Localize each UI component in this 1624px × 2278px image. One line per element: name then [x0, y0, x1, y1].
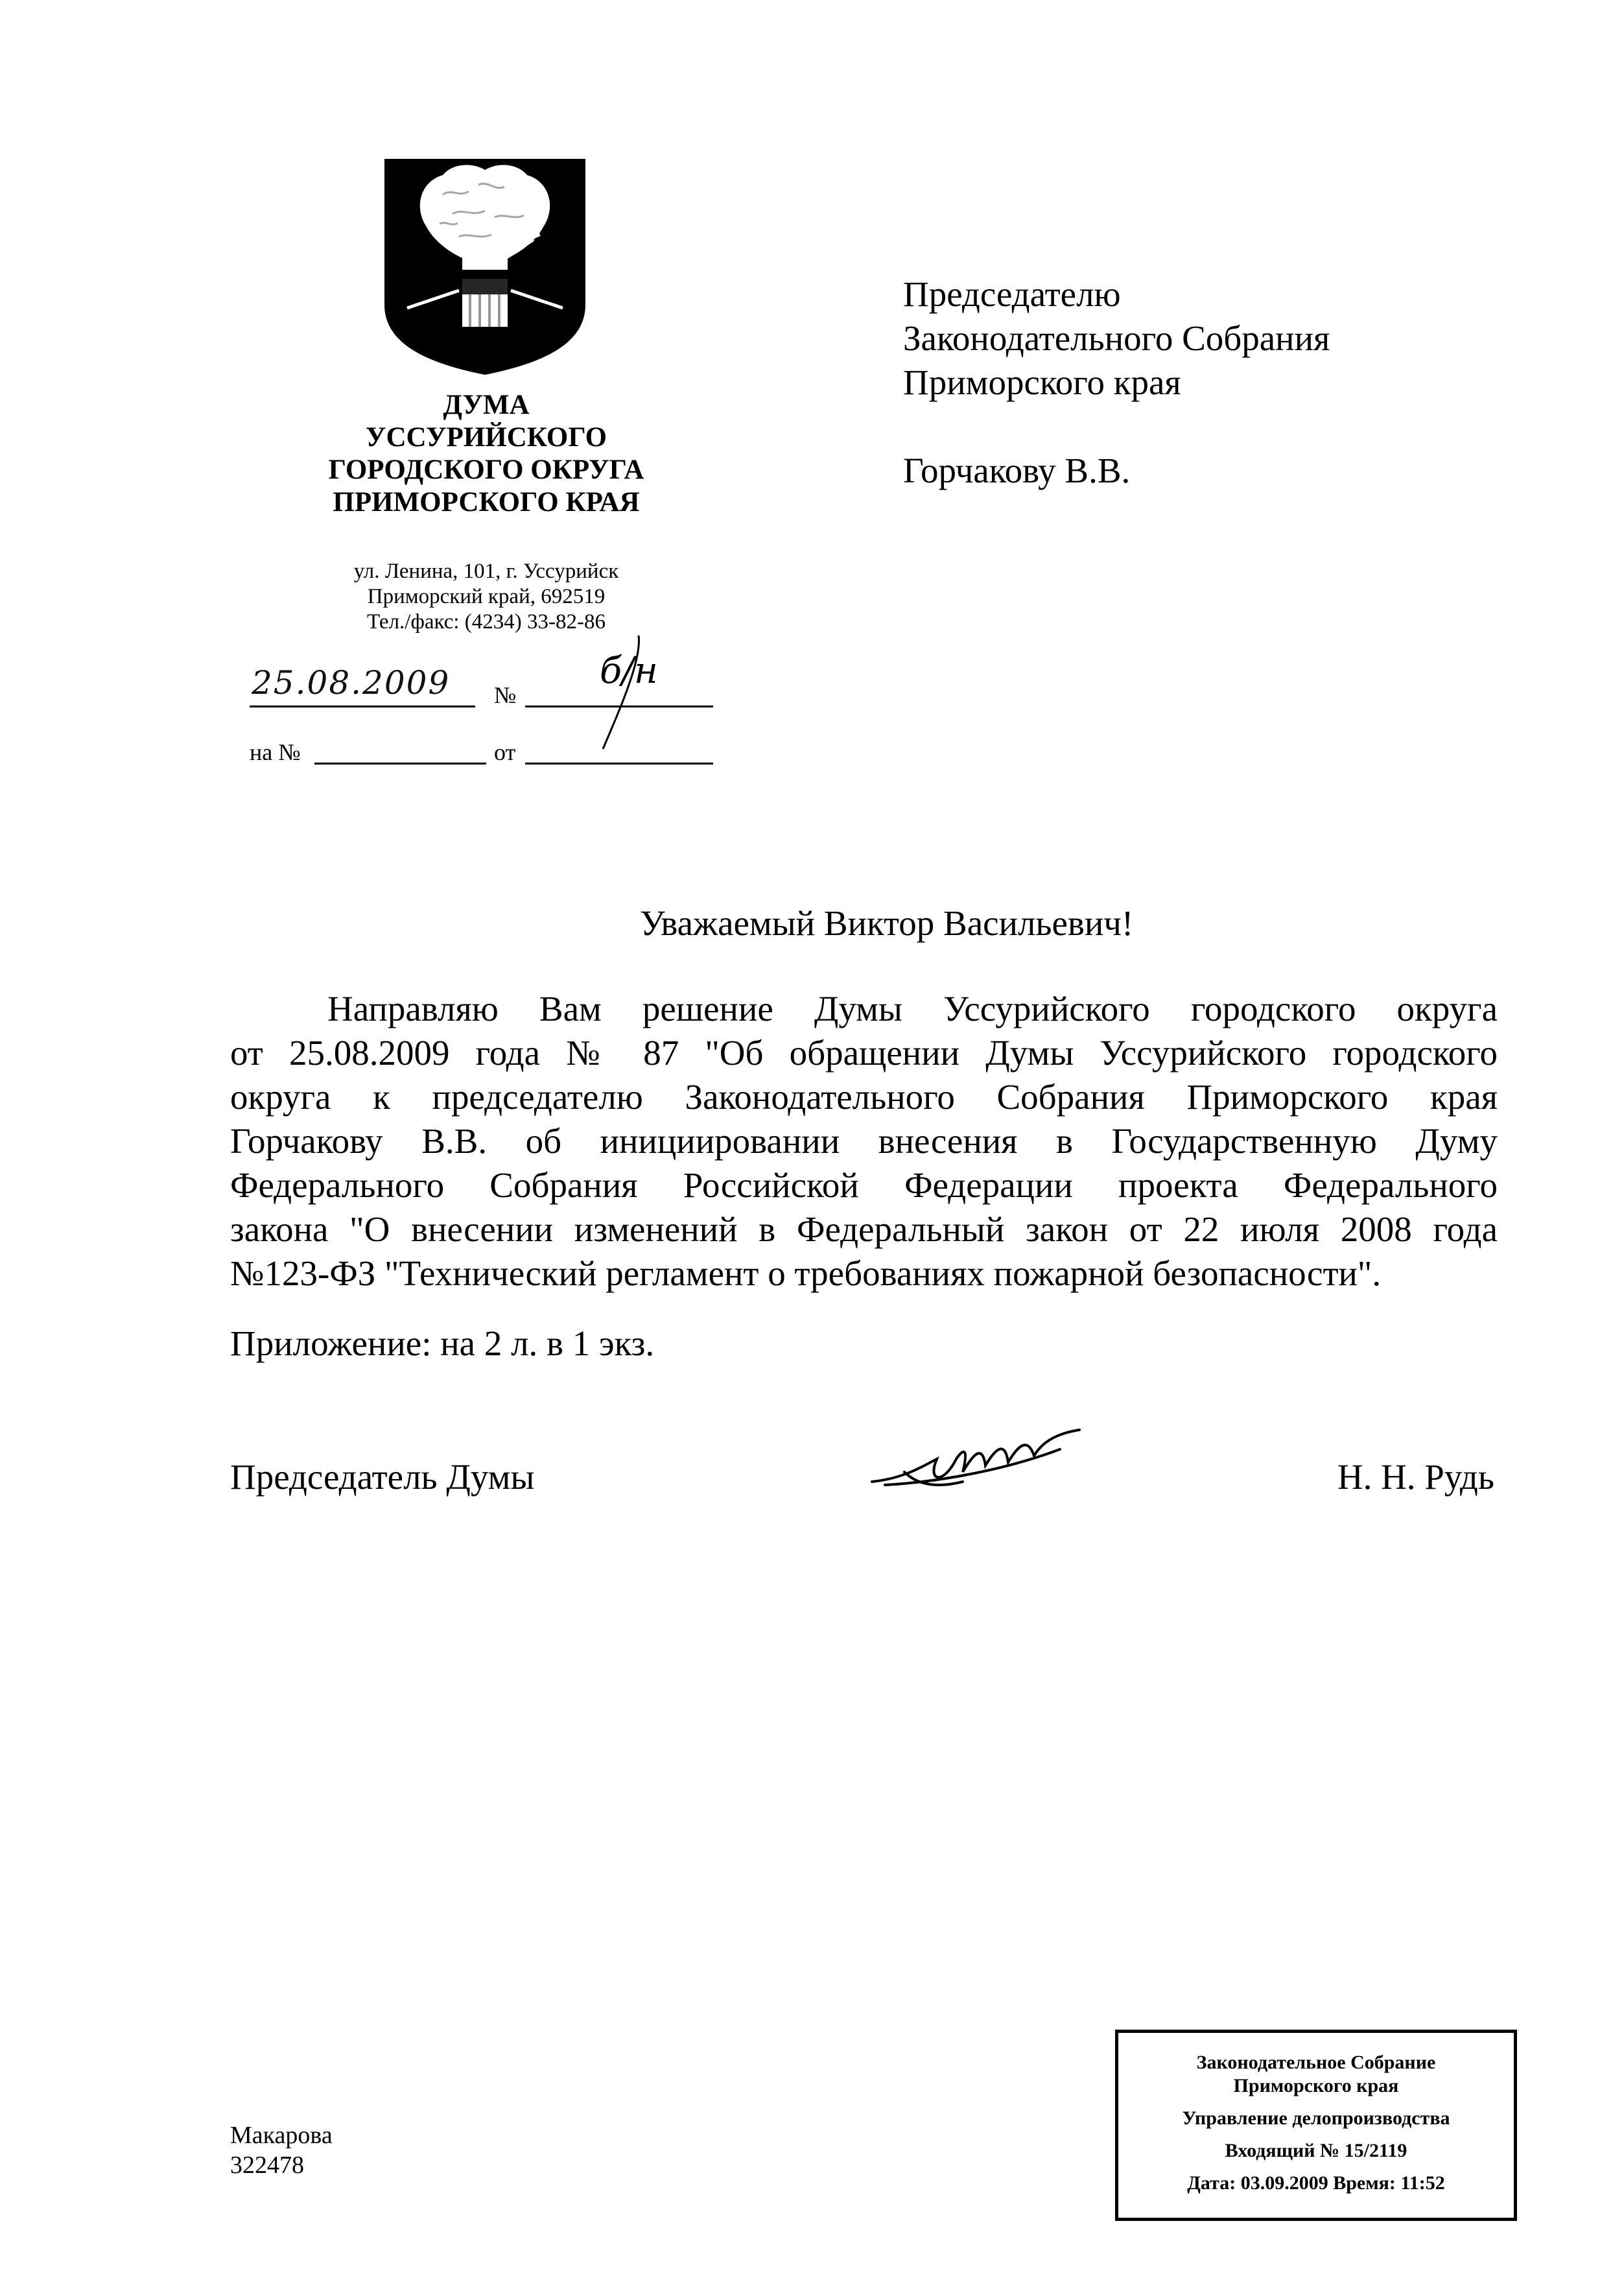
executor-name: Макарова — [230, 2122, 333, 2149]
sender-address-line: Приморский край, 692519 — [367, 585, 606, 608]
handwritten-stroke — [577, 632, 681, 755]
reference-date-label: от — [494, 739, 516, 765]
body-line: Горчакову В.В. об инициировании внесения в Государственную Думу — [230, 1121, 1498, 1161]
body-line: закона "О внесении изменений в Федеральный закон от 22 июля 2008 года — [230, 1209, 1498, 1249]
outgoing-date-handwritten: 25.08.2009 — [252, 664, 451, 702]
recipient-line: Законодательного Собрания — [903, 318, 1330, 358]
sender-address — [279, 559, 694, 635]
body-line: от 25.08.2009 года № 87 "Об обращении Думы Уссурийского городского — [230, 1033, 1498, 1073]
sender-org-line: УССУРИЙСКОГО — [365, 422, 607, 453]
recipient-block — [903, 272, 1551, 493]
body-line: Федерального Собрания Российской Федерации проекта Федерального — [230, 1165, 1498, 1205]
sender-organization — [272, 389, 700, 519]
stamp-line: Дата: 03.09.2009 Время: 11:52 — [1187, 2172, 1445, 2194]
stamp-line: Законодательное Собрание — [1196, 2052, 1436, 2073]
sender-org-line: ГОРОДСКОГО ОКРУГА — [328, 455, 644, 485]
body-line: округа к председателю Законодательного Собрания Приморского края — [230, 1077, 1498, 1117]
attachment-note: Приложение: на 2 л. в 1 экз. — [230, 1323, 655, 1363]
executor-phone: 322478 — [230, 2152, 304, 2179]
signer-position: Председатель Думы — [230, 1457, 535, 1497]
stamp-line: Входящий № 15/2119 — [1225, 2140, 1407, 2161]
recipient-line: Председателю — [903, 274, 1121, 314]
letter-body — [230, 987, 1498, 1296]
signer-name: Н. Н. Рудь — [1337, 1457, 1494, 1497]
incoming-registration-stamp — [1115, 2030, 1517, 2221]
body-line: №123-ФЗ "Технический регламент о требованиях пожарной безопасности". — [230, 1253, 1382, 1293]
reference-number-line — [314, 763, 486, 765]
recipient-name: Горчакову В.В. — [903, 451, 1131, 490]
coat-of-arms-emblem — [381, 156, 589, 376]
outgoing-number-label: № — [494, 682, 517, 708]
stamp-line: Приморского края — [1233, 2075, 1399, 2096]
reference-date-line — [525, 763, 713, 765]
body-line: Направляю Вам решение Думы Уссурийского городского округа — [327, 989, 1498, 1028]
salutation: Уважаемый Виктор Васильевич! — [639, 903, 1134, 943]
sender-org-line: ДУМА — [443, 390, 530, 420]
stamp-line: Управление делопроизводства — [1182, 2107, 1450, 2129]
handwritten-signature — [865, 1420, 1099, 1504]
sender-org-line: ПРИМОРСКОГО КРАЯ — [333, 487, 640, 517]
sender-address-line: ул. Ленина, 101, г. Уссурийск — [353, 560, 619, 583]
executor-info — [230, 2120, 333, 2180]
outgoing-date-line — [250, 706, 475, 707]
sender-address-line: Тел./факс: (4234) 33-82-86 — [367, 610, 606, 634]
recipient-line: Приморского края — [903, 362, 1181, 402]
outgoing-number-handwritten: б/н — [600, 650, 658, 692]
reference-number-label: на № — [250, 739, 301, 765]
